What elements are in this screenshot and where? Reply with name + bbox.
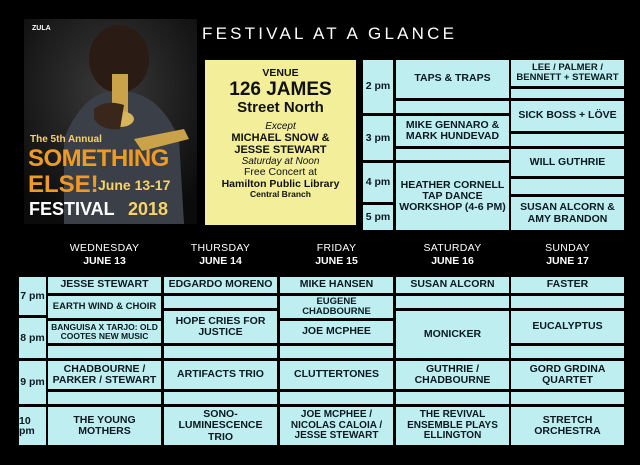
- venue-address-line2: Street North: [237, 99, 324, 117]
- sat-afternoon-empty-2: [396, 149, 509, 160]
- fri-mcphee-caloia-stewart: JOE MCPHEE / NICOLAS CALOIA / JESSE STEWART: [280, 407, 393, 445]
- day-header-saturday: SATURDAY JUNE 16: [423, 242, 482, 268]
- sat-afternoon-empty-3: [511, 89, 624, 98]
- sun-stretch-orchestra: STRETCH ORCHESTRA: [511, 407, 624, 445]
- venue-except-label: Except: [265, 120, 296, 132]
- wed-empty-2: [48, 392, 161, 404]
- sat-afternoon-lee-palmer: LEE / PALMER / BENNETT + STEWART: [511, 60, 624, 86]
- sat-afternoon-sick-boss: SICK BOSS + LÖVE: [511, 101, 624, 131]
- page-title: FESTIVAL AT A GLANCE: [202, 24, 458, 43]
- thu-artifacts-trio: ARTIFACTS TRIO: [164, 361, 277, 389]
- day-header-wednesday: WEDNESDAY JUNE 13: [69, 242, 140, 268]
- wed-young-mothers: THE YOUNG MOTHERS: [48, 407, 161, 445]
- sat-afternoon-empty-4: [511, 134, 624, 146]
- day-header-friday: FRIDAY JUNE 15: [315, 242, 358, 268]
- thu-empty-1: [164, 296, 277, 308]
- wed-earth-wind-choir: EARTH WIND & CHOIR: [48, 296, 161, 318]
- time-label-2pm: 2 pm: [363, 60, 393, 113]
- fri-joe-mcphee: JOE MCPHEE: [280, 321, 393, 343]
- venue-except-artists: MICHAEL SNOW & JESSE STEWART: [231, 131, 330, 157]
- sat-guthrie-chadbourne: GUTHRIE / CHADBOURNE: [396, 361, 509, 389]
- venue-branch: Central Branch: [250, 189, 311, 200]
- thu-empty-3: [164, 392, 277, 404]
- sun-empty-2: [511, 346, 624, 358]
- venue-except-time: Saturday at Noon: [241, 156, 320, 168]
- sat-afternoon-gennaro-hundevad: MIKE GENNARO & MARK HUNDEVAD: [396, 116, 509, 146]
- venue-free-concert: Free Concert at: [244, 166, 317, 179]
- venue-heading: VENUE: [262, 67, 299, 79]
- time-label-9pm: 9 pm: [19, 361, 46, 404]
- thu-empty-2: [164, 346, 277, 358]
- venue-library: Hamilton Public Library: [221, 177, 340, 190]
- venue-address-line1: 126 JAMES: [229, 78, 332, 100]
- wed-banguisa-tarjo: BANGUISA X TARJO: OLD COOTES NEW MUSIC: [48, 321, 161, 343]
- poster-year: 2018: [128, 199, 169, 219]
- poster-dates: June 13-17: [98, 177, 171, 193]
- fri-cluttertones: CLUTTERTONES: [280, 361, 393, 389]
- sat-afternoon-taps-traps: TAPS & TRAPS: [396, 60, 509, 98]
- sun-empty-1: [511, 296, 624, 308]
- thu-sonoluminescence-trio: SONO-LUMINESCENCE TRIO: [164, 407, 277, 445]
- time-label-4pm: 4 pm: [363, 163, 393, 202]
- poster-name-line1: SOMETHING: [28, 145, 169, 172]
- fri-empty-1: [280, 346, 393, 358]
- thu-hope-cries: HOPE CRIES FOR JUSTICE: [164, 311, 277, 343]
- thu-edgardo-moreno: EDGARDO MORENO: [164, 277, 277, 293]
- poster-name-line3: FESTIVAL: [29, 199, 115, 219]
- sat-susan-alcorn: SUSAN ALCORN: [396, 277, 509, 293]
- sat-revival-ensemble: THE REVIVAL ENSEMBLE PLAYS ELLINGTON: [396, 407, 509, 445]
- day-header-thursday: THURSDAY JUNE 14: [190, 242, 251, 268]
- time-label-3pm: 3 pm: [363, 116, 393, 160]
- sat-afternoon-empty-1: [396, 101, 509, 113]
- wed-chadbourne-parker-stewart: CHADBOURNE / PARKER / STEWART: [48, 361, 161, 389]
- fri-empty-2: [280, 392, 393, 404]
- sat-empty-1: [396, 296, 509, 308]
- time-label-5pm: 5 pm: [363, 205, 393, 230]
- fri-mike-hansen: MIKE HANSEN: [280, 277, 393, 293]
- time-label-7pm: 7 pm: [19, 277, 46, 315]
- poster-subtitle: The 5th Annual: [30, 134, 102, 145]
- sat-afternoon-tap-workshop: HEATHER CORNELL TAP DANCE WORKSHOP (4-6 PM): [396, 163, 509, 230]
- sun-faster: FASTER: [511, 277, 624, 293]
- fri-eugene-chadbourne: EUGENE CHADBOURNE: [280, 296, 393, 318]
- wed-jesse-stewart: JESSE STEWART: [48, 277, 161, 293]
- logo: ZULA: [32, 25, 51, 32]
- sun-empty-3: [511, 392, 624, 404]
- sat-afternoon-empty-5: [511, 179, 624, 194]
- sat-afternoon-will-guthrie: WILL GUTHRIE: [511, 149, 624, 176]
- wed-empty-1: [48, 346, 161, 358]
- festival-poster: [24, 19, 197, 224]
- time-label-10pm: 10 pm: [19, 407, 46, 445]
- sat-afternoon-alcorn-brandon: SUSAN ALCORN & AMY BRANDON: [511, 197, 624, 230]
- sun-eucalyptus: EUCALYPTUS: [511, 311, 624, 343]
- poster-name-line2: ELSE!: [28, 171, 99, 198]
- sun-gord-grdina-quartet: GORD GRDINA QUARTET: [511, 361, 624, 389]
- sat-monicker: MONICKER: [396, 311, 509, 358]
- venue-box: [205, 60, 356, 225]
- time-label-8pm: 8 pm: [19, 318, 46, 358]
- sat-empty-2: [396, 392, 509, 404]
- day-header-sunday: SUNDAY JUNE 17: [545, 242, 590, 268]
